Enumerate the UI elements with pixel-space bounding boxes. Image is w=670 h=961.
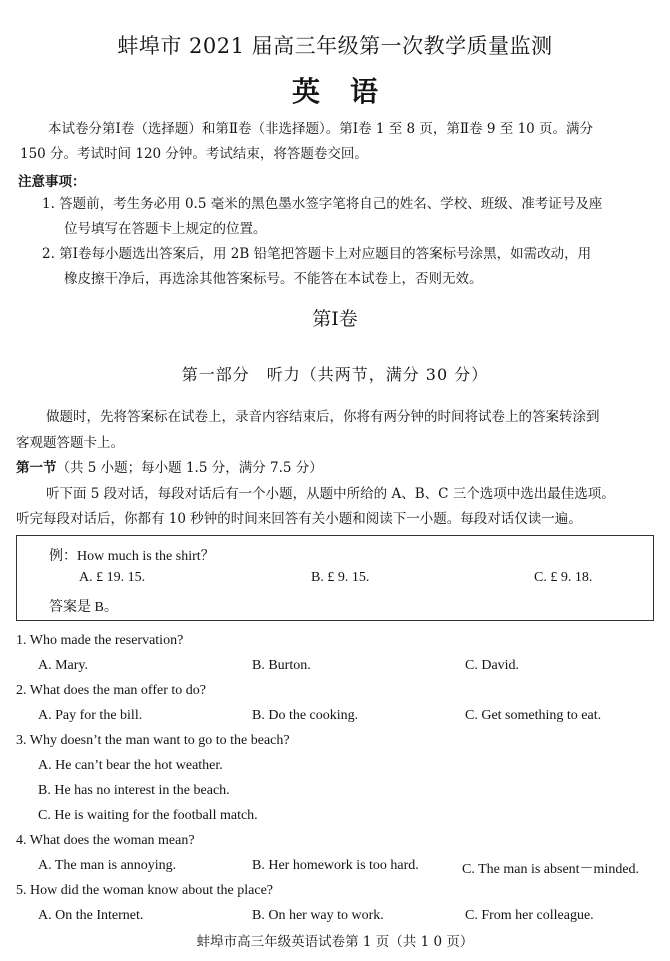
question-3-option-a: A. He can’t bear the hot weather. — [38, 758, 223, 773]
section-1-instruction-line-1: 听下面 5 段对话，每段对话后有一个小题，从题中所给的 A、B、C 三个选项中选出最佳选项。 — [46, 486, 615, 502]
question-5-option-a: A. On the Internet. — [38, 908, 144, 923]
question-1-option-a: A. Mary. — [38, 658, 89, 673]
question-2: 2. What does the man offer to do? — [16, 683, 206, 698]
section-1-instruction-line-2: 听完每段对话后，你都有 10 秒钟的时间来回答有关小题和阅读下一小题。每段对话仅读一遍。 — [16, 511, 582, 527]
question-2-option-b: B. Do the cooking. — [252, 708, 359, 723]
intro-line-1: 本试卷分第Ⅰ卷（选择题）和第Ⅱ卷（非选择题）。第Ⅰ卷 1 至 8 页，第Ⅱ卷 9 至 10 页。满分 — [48, 121, 594, 137]
question-3: 3. Why doesn’t the man want to go to the beach? — [16, 733, 290, 748]
volume-title: 第Ⅰ卷 — [312, 308, 358, 330]
page-footer: 蚌埠市高三年级英语试卷第 1 页（共 1 0 页） — [196, 934, 474, 950]
example-option-c: C. £ 9. 18. — [534, 570, 593, 585]
part-1-title: 第一部分 听力（共两节，满分 30 分） — [181, 365, 489, 384]
intro-line-2: 150 分。考试时间 120 分钟。考试结束，将答题卷交回。 — [20, 146, 368, 162]
question-1-option-b: B. Burton. — [252, 658, 311, 673]
question-2-option-c: C. Get something to eat. — [465, 708, 602, 723]
question-3-option-c: C. He is waiting for the football match. — [38, 808, 258, 823]
question-4: 4. What does the woman mean? — [16, 833, 195, 848]
question-4-option-b: B. Her homework is too hard. — [252, 858, 419, 873]
notice-title: 注意事项： — [18, 174, 86, 190]
example-question: 例：How much is the shirt？ — [49, 549, 215, 564]
example-answer: 答案是 B。 — [49, 600, 118, 615]
section-1-heading — [16, 456, 323, 481]
exam-title: 蚌埠市 2021 届高三年级第一次教学质量监测 — [117, 34, 553, 58]
example-option-b: B. £ 9. 15. — [311, 570, 370, 585]
notice-item-2-line-2: 橡皮擦干净后，再选涂其他答案标号。不能答在本试卷上，否则无效。 — [64, 271, 483, 287]
question-5-option-b: B. On her way to work. — [252, 908, 384, 923]
question-4-option-a: A. The man is annoying. — [38, 858, 177, 873]
question-5-option-c: C. From her colleague. — [465, 908, 594, 923]
question-5: 5. How did the woman know about the place? — [16, 883, 273, 898]
question-3-option-b: B. He has no interest in the beach. — [38, 783, 230, 798]
notice-item-1-line-2: 位号填写在答题卡上规定的位置。 — [64, 221, 267, 237]
example-option-a: A. £ 19. 15. — [79, 570, 146, 585]
part-1-instruction-line-1: 做题时，先将答案标在试卷上，录音内容结束后，你将有两分钟的时间将试卷上的答案转涂到 — [46, 409, 600, 425]
section-1-title: 第一节 — [16, 460, 57, 476]
question-1-option-c: C. David. — [465, 658, 520, 673]
notice-item-2-line-1: 2. 第Ⅰ卷每小题选出答案后，用 2B 铅笔把答题卡上对应题目的答案标号涂黑，如需改动，用 — [42, 246, 592, 262]
example-box — [16, 535, 654, 621]
subject-title: 英语 — [291, 75, 408, 108]
question-4-option-c: C. The man is absent－minded. — [462, 862, 640, 877]
question-2-option-a: A. Pay for the bill. — [38, 708, 143, 723]
section-1-meta: （共 5 小题；每小题 1.5 分，满分 7.5 分） — [56, 460, 323, 476]
question-1: 1. Who made the reservation? — [16, 633, 184, 648]
part-1-instruction-line-2: 客观题答题卡上。 — [16, 435, 124, 451]
notice-item-1-line-1: 1. 答题前，考生务必用 0.5 毫米的黑色墨水签字笔将自己的姓名、学校、班级、准考证号及座 — [42, 196, 603, 212]
